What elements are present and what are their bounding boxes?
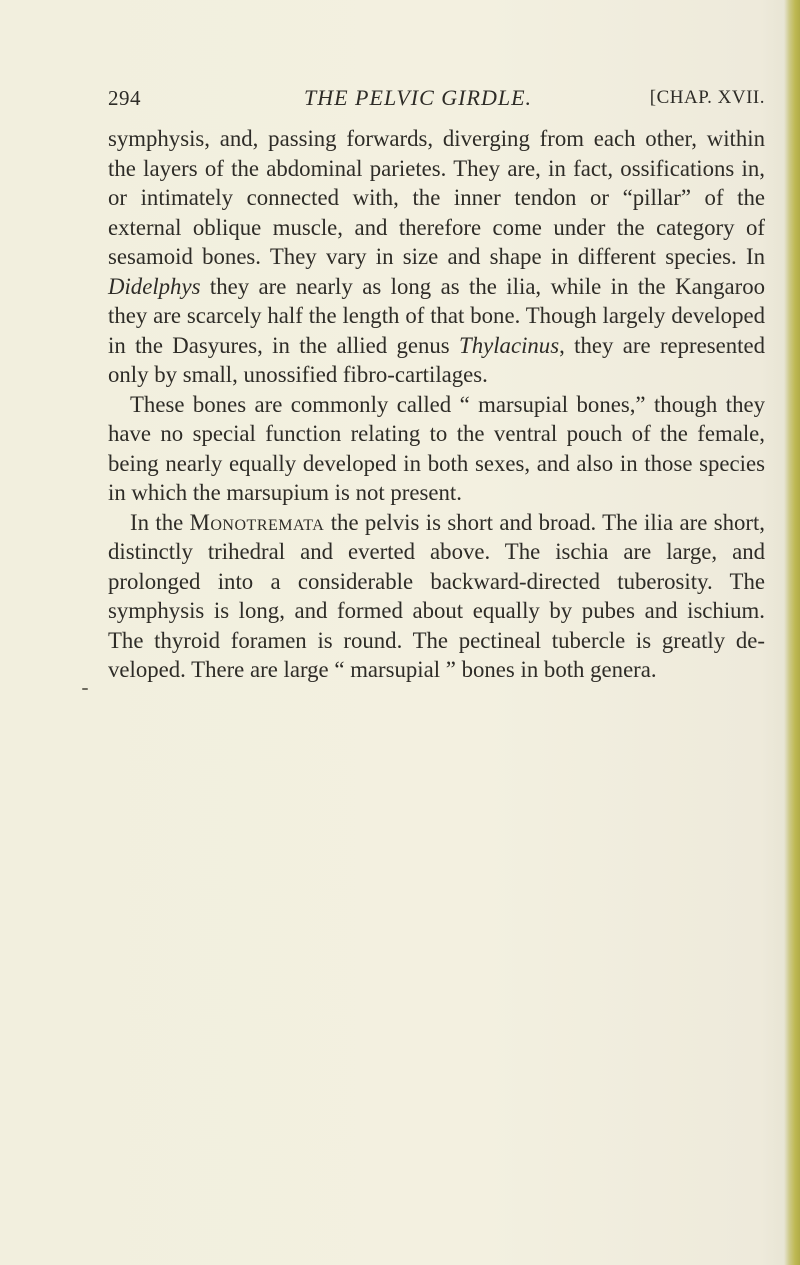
- paragraph-2: These bones are commonly called “ marsupial bones,” though they have no special function relating to the ventral pouch of the female, being nearly equally developed in both sexes, and also in those species in which the marsupium is not present.: [108, 391, 765, 505]
- running-title: THE PELVIC GIRDLE.: [304, 85, 533, 110]
- paragraph-1-text-b: they are nearly as long as the ilia, while in the Kangaroo they are scarcely half the length of that bone. Though largely developed in the Dasyures, in the allied genus: [108, 273, 765, 358]
- paragraph-3-text: the pelvis is short and broad. The ilia are short, distinctly trihedral and everted above. The ischia are large, and prolonged into a considerable backward-directed tuberosity. The symphysis is long, and formed about equally by pubes and ischium. The thyroid foramen is round. The pectineal tubercle is greatly developed. There are large “ marsupial ” bones in both genera.: [108, 509, 765, 682]
- paragraph-1-text-c: , they are represented only by small, unossified fibro-cartilages.: [108, 332, 765, 387]
- paragraph-1-text-a: symphysis, and, passing forwards, diverging from each other, within the layers of the abdominal parietes. They are, in fact, ossifications in, or intimately connected with, the inner tendon or “pillar” of the external oblique muscle, and therefore come under the category of sesamoid bones. They vary in size and shape in different species. In: [108, 126, 765, 269]
- page-edge: [784, 0, 800, 1265]
- monotremata-heading: Monotremata: [189, 509, 325, 535]
- genus-didelphys: Didelphys: [108, 273, 201, 299]
- running-head: [108, 82, 765, 114]
- genus-thylacinus: Thylacinus: [459, 332, 560, 358]
- paragraph-1: [108, 124, 765, 390]
- margin-mark: [82, 688, 88, 690]
- page-number: 294: [108, 86, 141, 110]
- body-text: [108, 124, 765, 685]
- paragraph-3-lead: In the: [130, 509, 190, 535]
- chapter-label: [CHAP. XVII.: [649, 87, 765, 108]
- paragraph-3: [108, 508, 765, 685]
